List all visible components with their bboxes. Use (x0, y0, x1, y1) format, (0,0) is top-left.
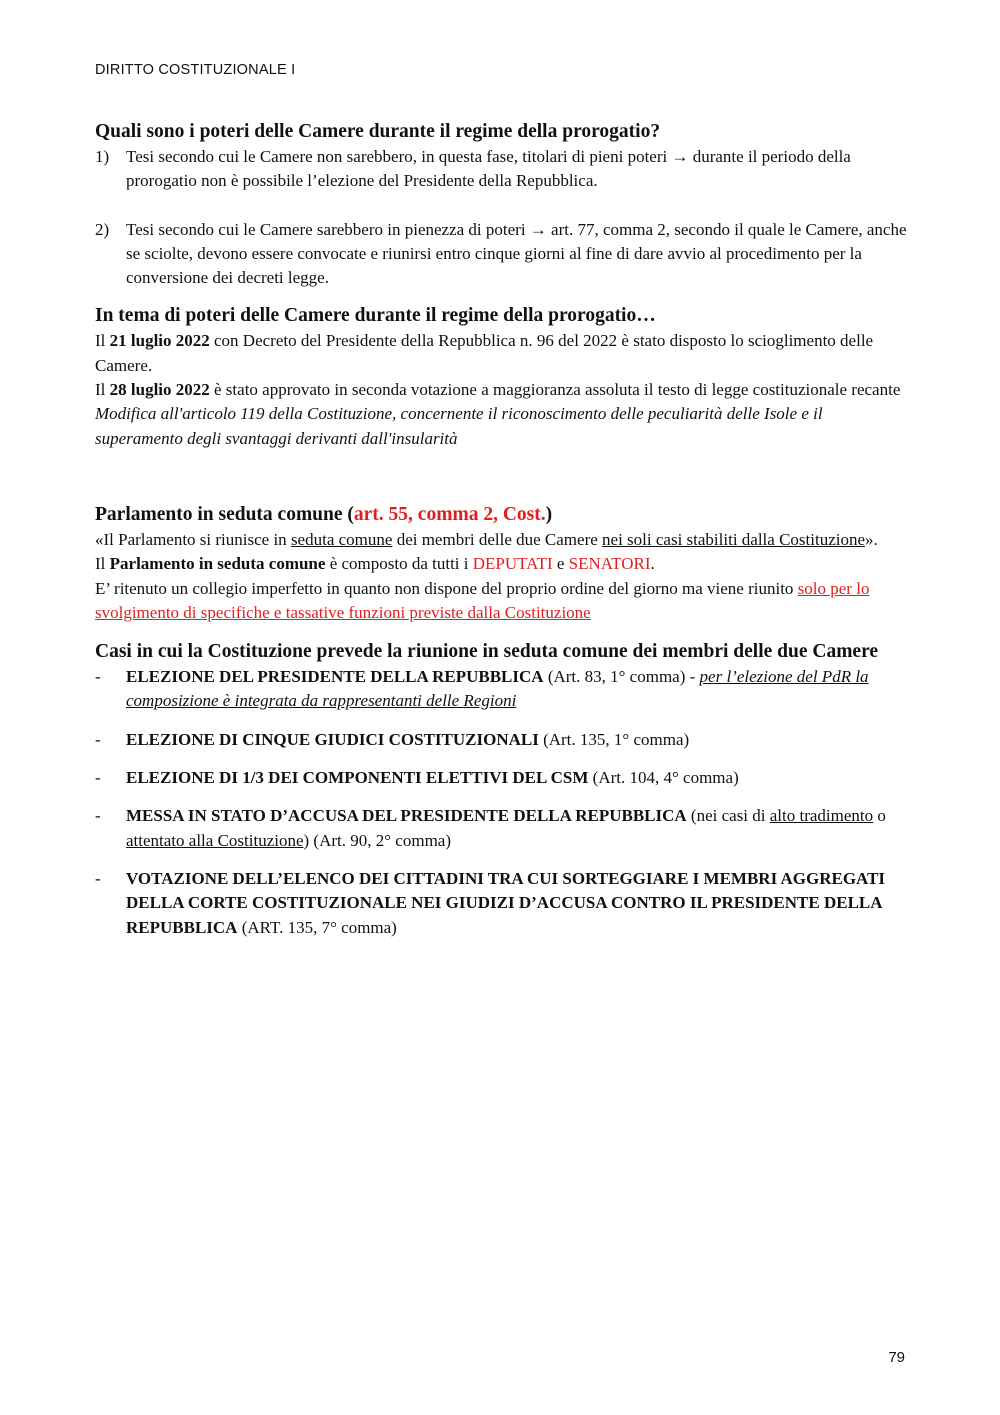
list-dash: - (95, 768, 101, 788)
quote-paragraph: «Il Parlamento si riunisce in seduta comune dei membri delle due Camere nei soli casi stabiliti dalla Costituzione». (95, 529, 878, 549)
numbered-item (95, 145, 907, 194)
paragraph-dissolution: Il 21 luglio 2022 con Decreto del Presidente della Repubblica n. 96 del 2022 è stato disposto lo scioglimento delle Camere. (95, 331, 874, 375)
article-reference: art. 55, comma 2, Cost. (353, 503, 546, 525)
list-item: - ELEZIONE DI 1/3 DEI COMPONENTI ELETTIVI DEL CSM (Art. 104, 4° comma) (95, 766, 907, 790)
item-number: 1) (95, 147, 110, 166)
item-text: Tesi secondo cui le Camere non sarebbero, in questa fase, titolari di pieni poteri → durante il periodo della prorogatio non è possibile l’elezione del Presidente della Repubblica. (126, 147, 851, 191)
list-item: - MESSA IN STATO D’ACCUSA DEL PRESIDENTE DELLA REPUBBLICA (nei casi di alto tradimento o attentato alla Costituzione) (Art. 90, 2° comma) (95, 804, 907, 853)
page-content (95, 118, 907, 940)
numbered-item (95, 218, 907, 291)
senators-label: SENATORI (568, 554, 651, 574)
imperfect-college-paragraph: E’ ritenuto un collegio imperfetto in quanto non dispone del proprio ordine del giorno ma viene riunito solo per lo svolgimento di specifiche e tassative funzioni previste dalla Costituzione (95, 578, 870, 622)
item-number: 2) (95, 219, 110, 239)
list-dash: - (95, 667, 101, 687)
section-heading-cases: Casi in cui la Costituzione prevede la riunione in seduta comune dei membri delle due Camere (95, 641, 879, 663)
list-item: - ELEZIONE DI CINQUE GIUDICI COSTITUZIONALI (Art. 135, 1° comma) (95, 728, 907, 752)
deputies-label: DEPUTATI (472, 554, 553, 574)
page-header: DIRITTO COSTITUZIONALE I (95, 62, 296, 78)
page-number: 79 (888, 1349, 905, 1366)
section-heading-prorogatio-powers: Quali sono i poteri delle Camere durante il regime della prorogatio? (95, 121, 661, 142)
list-dash: - (95, 806, 101, 826)
list-dash: - (95, 729, 101, 749)
paragraph-constitutional-law: Il 28 luglio 2022 è stato approvato in seconda votazione a maggioranza assoluta il testo di legge costituzionale recante Modifica all'articolo 119 della Costituzione, concernente il riconoscimento delle peculiarità delle Isole e il superamento degli svantaggi derivanti dall'insularità (95, 380, 901, 448)
functions-highlight: solo per lo svolgimento di specifiche e tassative funzioni previste dalla Costituzione (95, 578, 870, 622)
date-bold: 28 luglio 2022 (109, 380, 210, 400)
date-bold: 21 luglio 2022 (109, 331, 210, 351)
item-text: Tesi secondo cui le Camere sarebbero in pienezza di poteri → art. 77, comma 2, secondo il quale le Camere, anche se sciolte, devono essere convocate e riunirsi entro cinque giorni al fine di dare avvio al procedimento per la conversione dei decreti legge. (126, 219, 907, 288)
section-heading-joint-session: Parlamento in seduta comune (art. 55, comma 2, Cost.) (95, 503, 553, 525)
composition-paragraph: Il Parlamento in seduta comune è composto da tutti i DEPUTATI e SENATORI. (95, 554, 655, 574)
law-title: Modifica all'articolo 119 della Costituzione, concernente il riconoscimento delle peculiarità delle Isole e il superamento degli svantaggi derivanti dall'insularità (95, 404, 823, 448)
section-heading-prorogatio-theme: In tema di poteri delle Camere durante il regime della prorogatio… (95, 305, 656, 327)
list-item: - ELEZIONE DEL PRESIDENTE DELLA REPUBBLICA (Art. 83, 1° comma) - per l’elezione del PdR la composizione è integrata da rappresentanti delle Regioni (95, 665, 907, 714)
list-dash: - (95, 868, 101, 888)
list-item: - VOTAZIONE DELL’ELENCO DEI CITTADINI TRA CUI SORTEGGIARE I MEMBRI AGGREGATI DELLA CORTE COSTITUZIONALE NEI GIUDIZI D’ACCUSA CONTRO IL PRESIDENTE DELLA REPUBBLICA (ART. 135, 7° comma) (95, 867, 907, 940)
